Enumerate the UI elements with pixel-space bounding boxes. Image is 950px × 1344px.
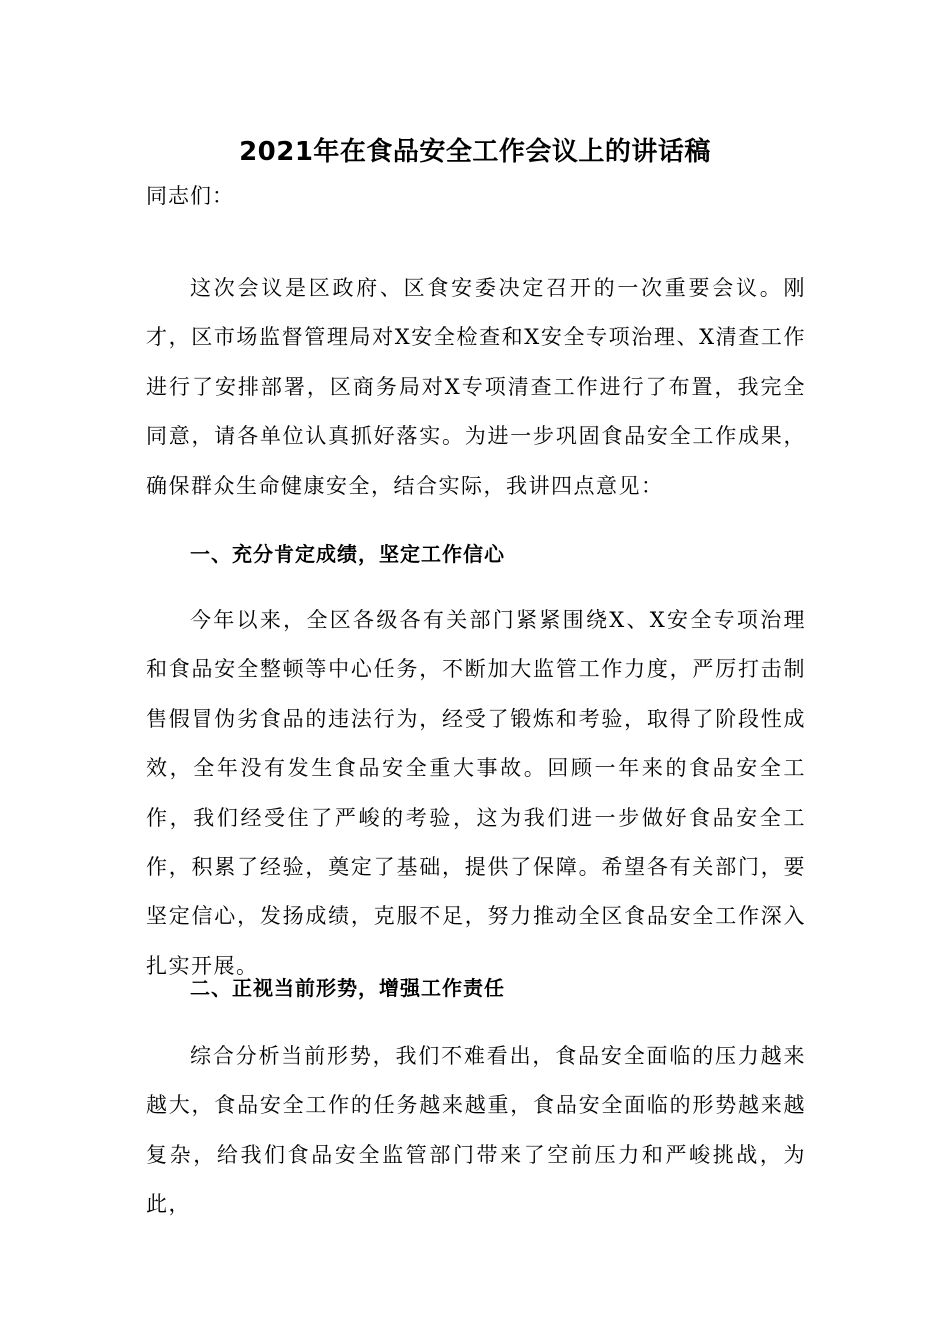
paragraph-intro: 这次会议是区政府、区食安委决定召开的一次重要会议。刚才，区市场监督管理局对X安全检查和X安全专项治理、X清查工作进行了安排部署，区商务局对X专项清查工作进行了布置，我完全同意，请各单位认真抓好落实。为进一步巩固食品安全工作成果，确保群众生命健康安全，结合实际，我讲四点意见： — [146, 276, 806, 498]
section-heading-1: 一、充分肯定成绩，坚定工作信心 — [190, 542, 505, 566]
section-heading-2: 二、正视当前形势，增强工作责任 — [190, 976, 505, 1000]
paragraph-section-1: 今年以来，全区各级各有关部门紧紧围绕X、X安全专项治理和食品安全整顿等中心任务，不断加大监管工作力度，严厉打击制售假冒伪劣食品的违法行为，经受了锻炼和考验，取得了阶段性成效，全年没有发生食品安全重大事故。回顾一年来的食品安全工作，我们经受住了严峻的考验，这为我们进一步做好食品安全工作，积累了经验，奠定了基础，提供了保障。希望各有关部门，要坚定信心，发扬成绩，克服不足，努力推动全区食品安全工作深入扎实开展。 — [146, 608, 806, 978]
paragraph-section-2: 综合分析当前形势，我们不难看出，食品安全面临的压力越来越大，食品安全工作的任务越来越重，食品安全面临的形势越来越复杂，给我们食品安全监管部门带来了空前压力和严峻挑战，为此， — [146, 1044, 806, 1217]
document-title: 2021年在食品安全工作会议上的讲话稿 — [239, 137, 711, 167]
salutation: 同志们： — [146, 184, 234, 208]
